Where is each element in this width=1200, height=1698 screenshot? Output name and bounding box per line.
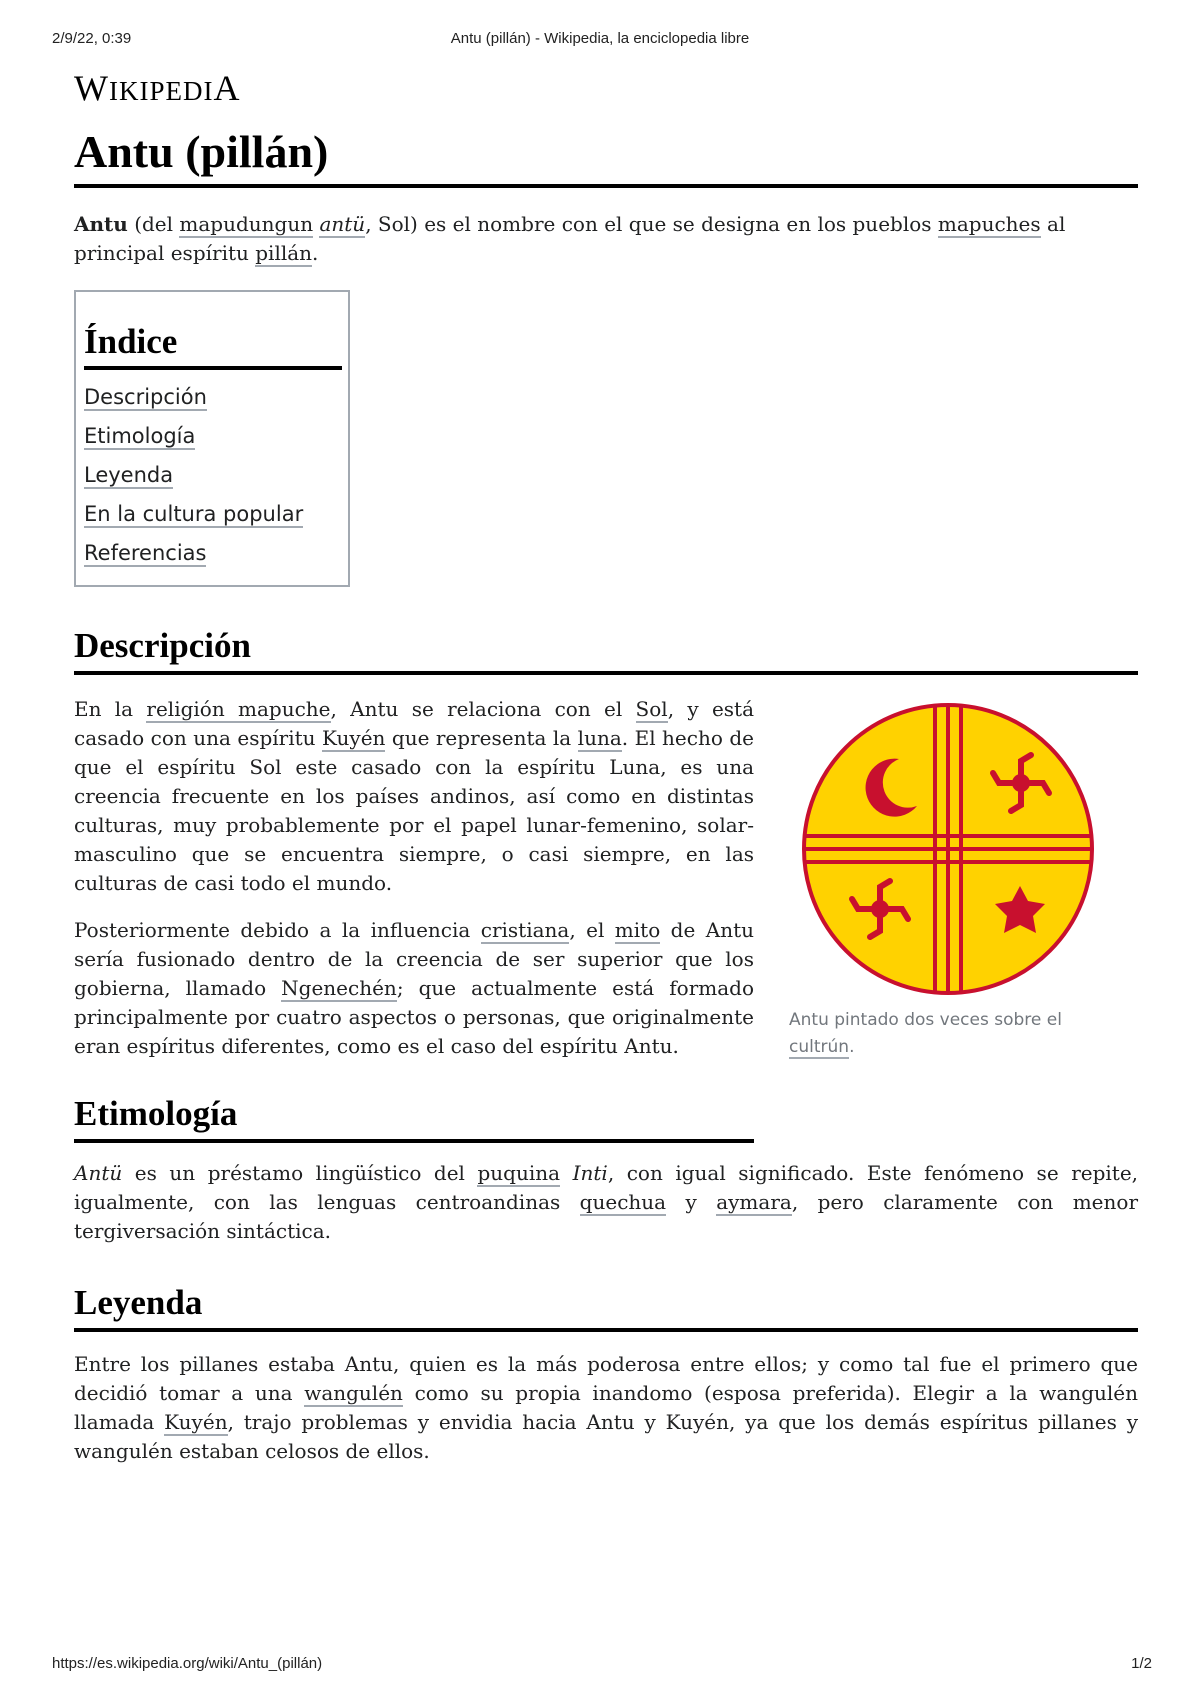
toc-item-descripcion[interactable]: Descripción <box>84 385 207 409</box>
heading-etimologia: Etimología <box>74 1091 754 1143</box>
table-of-contents <box>74 290 350 587</box>
link-mito[interactable]: mito <box>614 918 661 942</box>
figure-cultrun <box>789 699 1139 1061</box>
print-footer <box>0 1655 1200 1675</box>
wikipedia-logo[interactable]: WIKIPEDIA <box>74 68 241 108</box>
link-aymara[interactable]: aymara <box>716 1190 792 1214</box>
article-content <box>74 66 1138 1466</box>
figure-caption: Antu pintado dos veces sobre el cultrún. <box>789 1010 1062 1057</box>
leyenda-paragraph: Entre los pillanes estaba Antu, quien es la más poderosa entre ellos; y como tal fue el primero que decidió tomar a una wangulén como su propia inandomo (esposa preferida). Elegir a la wangulén llamada Kuyén, trajo problemas y envidia hacia Antu y Kuyén, ya que los demás espíritus pillanes y wangulén estaban celosos de ellos. <box>74 1352 1139 1463</box>
toc-item-cultura-popular[interactable]: En la cultura popular <box>84 502 304 526</box>
link-quechua[interactable]: quechua <box>579 1190 667 1214</box>
link-cristiana[interactable]: cristiana <box>480 918 570 942</box>
link-sol[interactable]: Sol <box>635 697 668 721</box>
print-page-title: Antu (pillán) - Wikipedia, la enciclopedia libre <box>450 30 750 47</box>
link-mapuches[interactable]: mapuches <box>937 212 1041 236</box>
link-kuyen[interactable]: Kuyén <box>322 726 386 750</box>
print-header <box>0 30 1200 50</box>
lead-paragraph: Antu (del mapudungun antü, Sol) es el nombre con el que se designa en los pueblos mapuches al principal espíritu pillán. <box>74 212 1066 265</box>
etimologia-paragraph: Antü es un préstamo lingüístico del puquina Inti, con igual significado. Este fenómeno se repite, igualmente, con las lenguas centroandinas quechua y aymara, pero claramente con menor tergiversación sintáctica. <box>74 1161 1139 1243</box>
link-mapudungun[interactable]: mapudungun <box>179 212 314 236</box>
heading-descripcion: Descripción <box>74 623 1138 675</box>
toc-item-referencias[interactable]: Referencias <box>84 541 207 565</box>
link-pillan[interactable]: pillán <box>255 241 313 265</box>
print-url: https://es.wikipedia.org/wiki/Antu_(pillán) <box>52 1655 323 1672</box>
link-antii-etim[interactable]: Antü <box>74 1161 123 1185</box>
link-puquina[interactable]: puquina <box>477 1161 561 1185</box>
link-luna[interactable]: luna <box>577 726 622 750</box>
toc-item-leyenda[interactable]: Leyenda <box>84 463 174 487</box>
link-wangulen[interactable]: wangulén <box>304 1381 403 1405</box>
heading-leyenda: Leyenda <box>74 1280 1138 1332</box>
toc-item-etimologia[interactable]: Etimología <box>84 424 196 448</box>
descripcion-paragraph-1: En la religión mapuche, Antu se relaciona con el Sol, y está casado con una espíritu Kuyén que representa la luna. El hecho de que el espíritu Sol este casado con la espíritu Luna, es una creencia frecuente en los países andinos, así como en distintas culturas, muy probablemente por el papel lunar-femenino, solar-masculino que se encuentra siempre, o casi siempre, en las culturas de casi todo el mundo. <box>74 697 755 895</box>
descripcion-paragraph-2: Posteriormente debido a la influencia cristiana, el mito de Antu sería fusionado dentro de la creencia de ser superior que los gobierna, llamado Ngenechén; que actualmente está formado principalmente por cuatro aspectos o personas, que originalmente eran espíritus diferentes, como es el caso del espíritu Antu. <box>74 918 754 1058</box>
link-religion-mapuche[interactable]: religión mapuche <box>146 697 331 721</box>
link-kuyen-leyenda[interactable]: Kuyén <box>164 1410 228 1434</box>
link-ngenechen[interactable]: Ngenechén <box>281 976 397 1000</box>
print-page-number: 1/2 <box>1131 1655 1152 1672</box>
link-antii[interactable]: antü <box>319 212 366 236</box>
toc-title: Índice <box>84 320 342 370</box>
print-datetime: 2/9/22, 0:39 <box>52 30 132 47</box>
page-title: Antu (pillán) <box>74 124 1138 188</box>
cultrun-image[interactable] <box>789 699 1107 999</box>
link-cultrun[interactable]: cultrún <box>789 1037 850 1057</box>
